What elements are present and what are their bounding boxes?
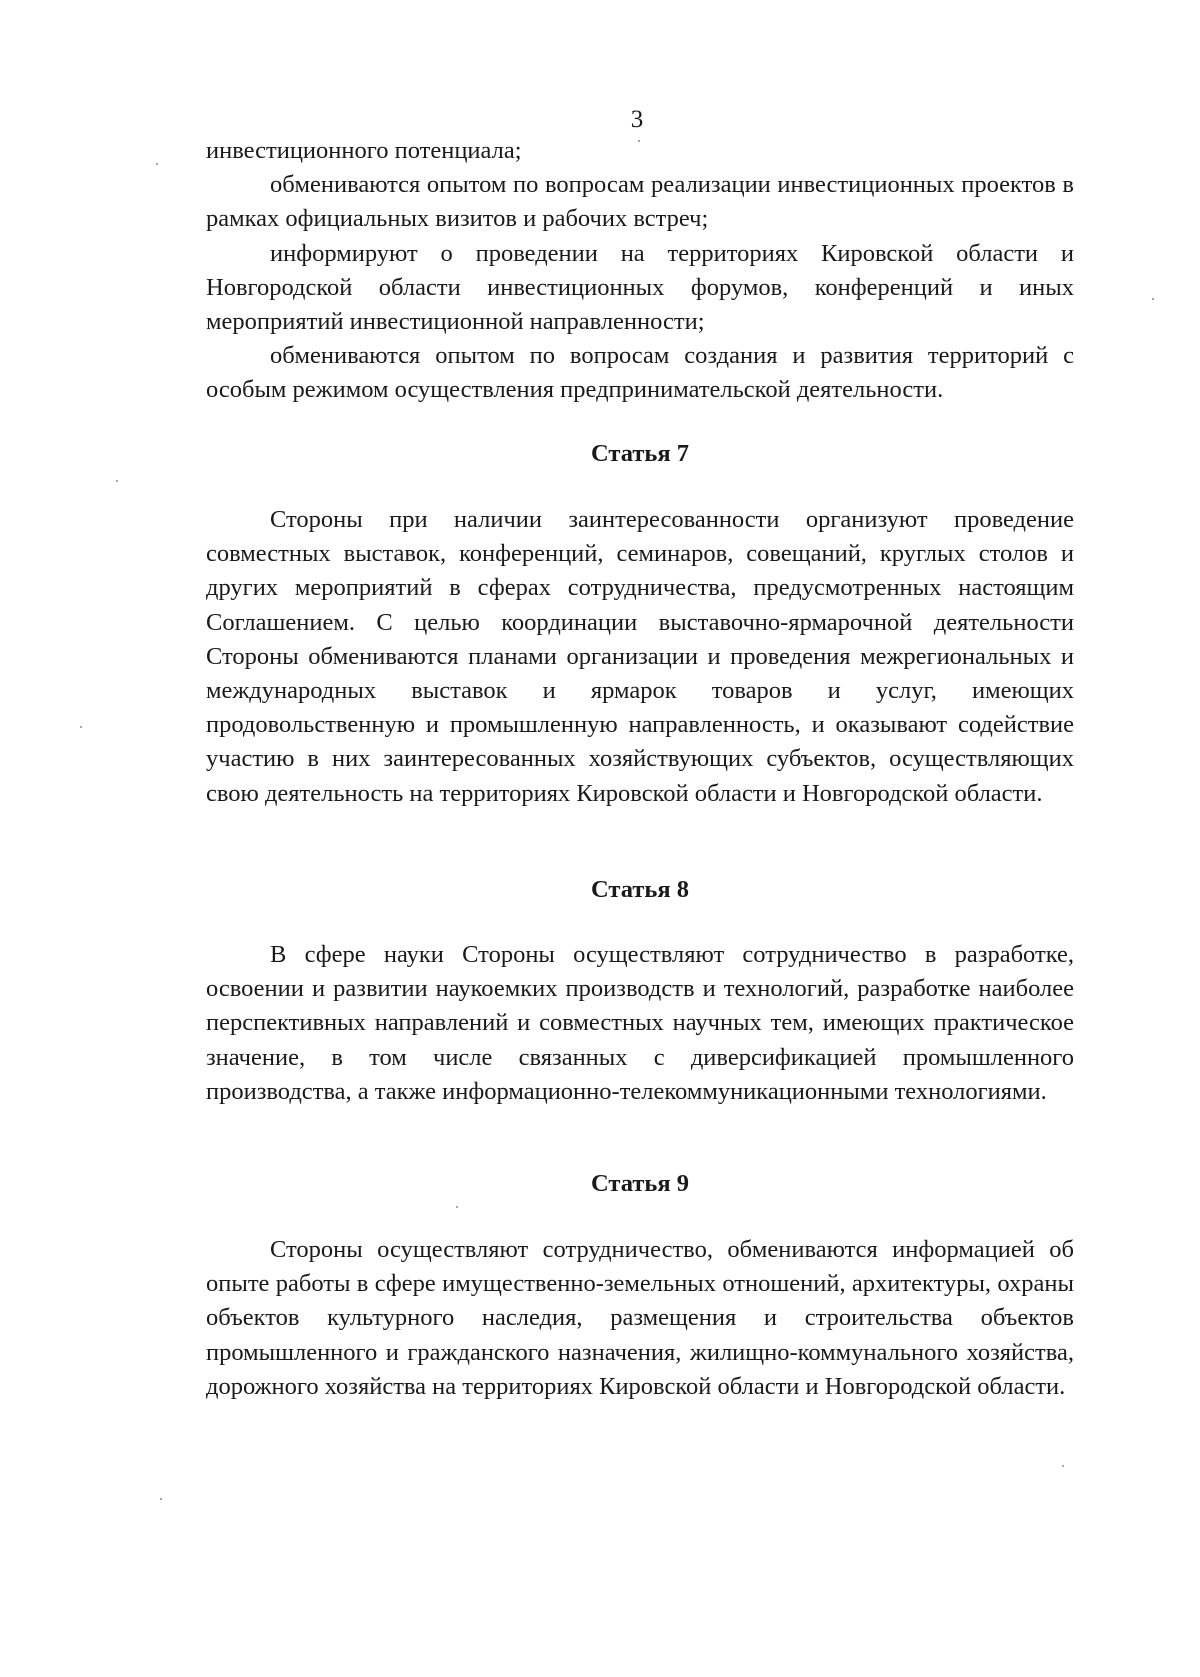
article-7-text: Стороны при наличии заинтересованности организуют проведение совместных выставок, конференций, семинаров, совещаний, круглых столов и других мероприятий в сферах сотрудничества, предусмотренных настоящим Соглашением. С целью координации выставочно-ярмарочной деятельности Стороны обмениваются планами организации и проведения межрегиональных и международных выставок и ярмарок товаров и услуг, имеющих продовольственную и промышленную направленность, и оказывают содействие участию в них заинтересованных хозяйствующих субъектов, осуществляющих свою деятельность на территориях Кировской области и Новгородской области. bbox=[206, 506, 1074, 807]
paragraph-investment-potential: инвестиционного потенциала; bbox=[206, 137, 522, 164]
article-9-text: Стороны осуществляют сотрудничество, обмениваются информацией об опыте работы в сфере имущественно-земельных отношений, архитектуры, охраны объектов культурного наследия, размещения и строительства объектов промышленного и гражданского назначения, жилищно-коммунального хозяйства, дорожного хозяйства на территориях Кировской области и Новгородской области. bbox=[206, 1236, 1074, 1400]
scan-speck bbox=[160, 1498, 162, 1500]
article-8-heading: Статья 8 bbox=[591, 876, 689, 903]
article-7-block bbox=[206, 503, 1074, 811]
article-9-block bbox=[206, 1233, 1074, 1404]
article-9-heading: Статья 9 bbox=[591, 1170, 689, 1197]
scan-speck bbox=[156, 163, 158, 165]
article-8-text: В сфере науки Стороны осуществляют сотрудничество в разработке, освоении и развитии наукоемких производств и технологий, разработке наиболее перспективных направлений и совместных научных тем, имеющих практическое значение, в том числе связанных с диверсификацией промышленного производства, а также информационно-телекоммуникационными технологиями. bbox=[206, 941, 1074, 1105]
scan-speck bbox=[1062, 1465, 1064, 1467]
article-8-block bbox=[206, 938, 1074, 1109]
paragraph-special-territories: обмениваются опытом по вопросам создания и развития территорий с особым режимом осуществления предпринимательской деятельности. bbox=[206, 342, 1074, 404]
article-7-heading: Статья 7 bbox=[591, 440, 689, 467]
page-number: 3 bbox=[630, 106, 644, 133]
paragraph-exchange-projects: обмениваются опытом по вопросам реализации инвестиционных проектов в рамках официальных визитов и рабочих встреч; bbox=[206, 171, 1074, 233]
scan-speck bbox=[116, 480, 118, 482]
intro-block bbox=[206, 134, 1074, 408]
paragraph-inform-forums: информируют о проведении на территориях Кировской области и Новгородской области инвестиционных форумов, конференций и иных мероприятий инвестиционной направленности; bbox=[206, 239, 1074, 336]
scan-speck bbox=[456, 1206, 458, 1208]
scan-speck bbox=[1152, 298, 1154, 300]
scan-speck bbox=[638, 140, 640, 142]
scan-speck bbox=[80, 726, 82, 728]
